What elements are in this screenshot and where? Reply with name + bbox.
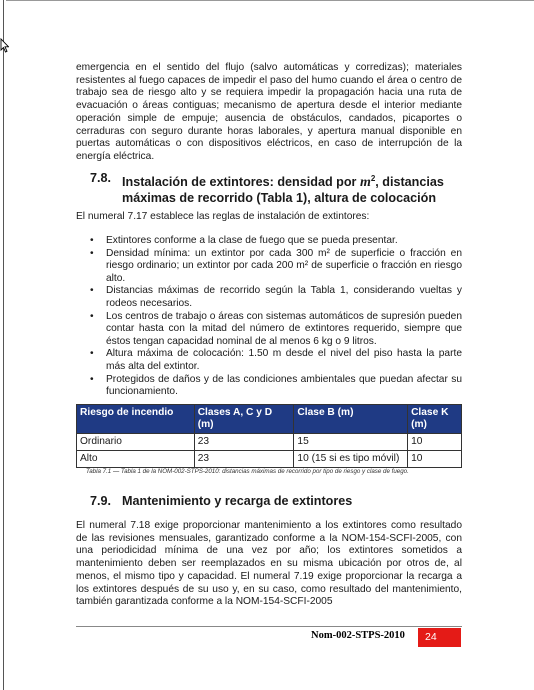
table-cell: 23 (194, 434, 294, 451)
section-7-8-title-sup: 2 (370, 174, 376, 183)
table-cell: 15 (294, 434, 408, 451)
list-item: • Extintores conforme a la clase de fuego que se pueda presentar. (90, 235, 398, 246)
section-7-9-title: Mantenimiento y recarga de extintores (122, 494, 353, 508)
bullet-icon: • (90, 285, 94, 297)
intro-paragraph: emergencia en el sentido del flujo (salvo automáticas y corredizas); materiales resistentes al fuego capaces de impedir el paso del humo cuando el área o centro de trabajo sea de riesgo alto y se requiera impedir la propagación hacia una ruta de evacuación o áreas contiguas; mecanismo de apertura desde el interior mediante operación simple de empuje; ausencia de obstáculos, candados, picaportes o cerraduras con seguro durante horas laborales, y apertura manual disponible en puertas automáticas o con dispositivos eléctricos, en caso de interrupción de la energía eléctrica. (76, 62, 462, 162)
distances-table (76, 404, 462, 468)
table-cell: 23 (194, 451, 294, 468)
table-cell: 10 (15 si es tipo móvil) (294, 451, 408, 468)
table-cell: Alto (77, 451, 195, 468)
section-7-8-title-line2: máximas de recorrido (Tabla 1), altura de colocación (122, 190, 437, 205)
bullet-icon: • (90, 310, 94, 322)
mouse-pointer-icon (0, 38, 9, 54)
section-7-8-title-a: Instalación de extintores: densidad por (122, 175, 360, 190)
list-item: • Protegidos de daños y de las condiciones ambientales que puedan afectar su funcionamiento. (90, 373, 462, 398)
bullet-icon: • (90, 247, 94, 259)
bullet-icon: • (90, 235, 94, 246)
section-7-9-paragraph: El numeral 7.18 exige proporcionar mantenimiento a los extintores como resultado de las revisiones mensuales, garantizado conforme a la NOM-154-SCFI-2005, con una periodicidad mínima de una vez por año; los extintores sometidos a mantenimiento deben ser reemplazados en su misma ubicación por otros de, al menos, el mismo tipo y capacidad. El numeral 7.19 exige proporcionar la recarga a los extintores después de su uso y, en su caso, como resultado del mantenimiento, también garantizada conforme a la NOM-154-SCFI-2005 (76, 520, 462, 608)
table-cell: 10 (408, 451, 462, 468)
section-7-9-heading (76, 494, 462, 509)
table-row (77, 434, 462, 451)
table-header-cell: Clase K (m) (408, 405, 462, 434)
page-number-badge: 24 (418, 628, 461, 647)
footer-rule (76, 626, 462, 627)
section-7-9-number: 7.9. (90, 494, 112, 508)
extintor-rules-list (76, 235, 462, 399)
bullet-icon: • (90, 373, 94, 385)
table-caption: Tabla 7.1 — Tabla 1 de la NOM-002-STPS-2010: distancias máximas de recorrido por tipo de riesgo y clase de fuego. (86, 468, 409, 475)
section-7-8-lead: El numeral 7.17 establece las reglas de instalación de extintores: (76, 211, 370, 222)
distances-table-block (76, 404, 462, 475)
table-row (77, 451, 462, 468)
section-7-8-title-unit: m (359, 175, 371, 191)
list-item: • Altura máxima de colocación: 1.50 m desde el nivel del piso hasta la parte más alta del extintor. (90, 348, 462, 372)
section-7-8-heading (76, 171, 462, 206)
page-left-edge (3, 0, 4, 690)
table-header-cell: Riesgo de incendio (77, 405, 195, 434)
table-header-cell: Clase B (m) (294, 405, 408, 434)
page-top-edge (6, 0, 534, 1)
list-item: • Los centros de trabajo o áreas con sistemas automáticos de supresión pueden contar hasta con la mitad del número de extintores requerido, siempre que éstos tengan capacidad nominal de al menos 6 kg o 9 litros. (90, 310, 462, 347)
table-cell: 10 (408, 434, 462, 451)
table-header-cell: Clases A, C y D (m) (194, 405, 294, 434)
list-item: • Distancias máximas de recorrido según la Tabla 1, considerando vueltas y rodeos necesarios. (90, 285, 462, 309)
list-item: • Densidad mínima: un extintor por cada 300 m² de superficie o fracción en riesgo ordinario; un extintor por cada 200 m² de superficie o fracción en riesgo alto. (90, 247, 462, 284)
bullet-icon: • (90, 348, 94, 360)
table-header-row (77, 405, 462, 434)
section-7-8-title-b: , distancias (375, 175, 444, 190)
section-7-8-number: 7.8. (90, 171, 112, 185)
footer-doc-title: Nom-002-STPS-2010 (311, 630, 405, 641)
table-cell: Ordinario (77, 434, 195, 451)
